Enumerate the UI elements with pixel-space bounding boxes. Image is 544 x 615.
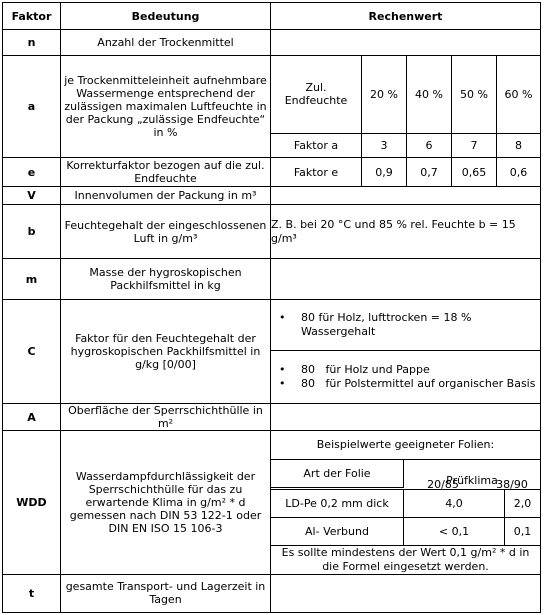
foil-ldpe-2085: 4,0: [404, 489, 505, 517]
foil-ldpe: LD-Pe 0,2 mm dick: [271, 489, 404, 517]
factor-e-3: 0,65: [452, 158, 497, 186]
key-t: t: [3, 574, 61, 612]
climate-labels: [403, 478, 541, 491]
factor-e-2: 0,7: [407, 158, 452, 186]
desc-m: Masse der hygroskopischen Packhilfsmittel in kg: [61, 259, 271, 300]
key-WDD: WDD: [3, 431, 61, 575]
foil-al-verbund: Al- Verbund: [271, 517, 404, 545]
desc-b: Feuchtegehalt der eingeschlossenen Luft in g/m³: [61, 205, 271, 259]
bullet-icon: •: [279, 310, 286, 324]
bullet-item: [273, 311, 538, 339]
row-A: [3, 404, 541, 431]
bullet-text: 80 für Polstermittel auf organischer Basis: [301, 376, 536, 390]
label-zul-endfeuchte: Zul. Endfeuchte: [271, 56, 362, 133]
row-n: [3, 30, 541, 56]
factor-a-2: 6: [407, 133, 452, 157]
table-folien: [271, 431, 540, 574]
desc-n: Anzahl der Trockenmittel: [61, 30, 271, 56]
factor-a-1: 3: [362, 133, 407, 157]
foil-al-3890: 0,1: [505, 517, 541, 545]
row-a: [3, 56, 541, 158]
row-t: [3, 574, 541, 612]
desc-V: Innenvolumen der Packung in m³: [61, 187, 271, 205]
header-faktor: Faktor: [3, 3, 61, 30]
bullet-item: [273, 377, 538, 391]
folien-note: Es sollte mindestens der Wert 0,1 g/m² * d in die Formel eingesetzt werden.: [271, 545, 540, 574]
header-rechenwert: Rechenwert: [271, 3, 541, 30]
percent-60: 60 %: [497, 56, 541, 133]
table-faktor-e: [271, 158, 540, 186]
value-WDD: [271, 431, 541, 575]
factor-table: [2, 2, 541, 613]
header-row: [3, 3, 541, 30]
desc-t: gesamte Transport- und Lagerzeit in Tagen: [61, 574, 271, 612]
key-n: n: [3, 30, 61, 56]
key-V: V: [3, 187, 61, 205]
key-m: m: [3, 259, 61, 300]
label-faktor-a: Faktor a: [271, 133, 362, 157]
percent-50: 50 %: [452, 56, 497, 133]
desc-a: je Trockenmitteleinheit aufnehmbare Wassermenge entsprechend der zulässigen maximalen Luftfeuchte in der Packung „zulässige Endfeuchte“ in %: [61, 56, 271, 158]
row-b: [3, 205, 541, 259]
key-A: A: [3, 404, 61, 431]
factor-e-4: 0,6: [497, 158, 541, 186]
percent-20: 20 %: [362, 56, 407, 133]
foil-ldpe-3890: 2,0: [505, 489, 541, 517]
key-C: C: [3, 300, 61, 404]
desc-e: Korrekturfaktor bezogen auf die zul. Endfeuchte: [61, 158, 271, 187]
header-bedeutung: Bedeutung: [61, 3, 271, 30]
desc-C: Faktor für den Feuchtegehalt der hygroskopischen Packhilfsmittel in g/kg [0/00]: [61, 300, 271, 404]
row-e: [3, 158, 541, 187]
clim-2085: 20/85: [427, 478, 459, 491]
table-endfeuchte: [271, 56, 540, 157]
value-n: [271, 30, 541, 56]
desc-WDD: Wasserdampfdurchlässigkeit der Sperrschichthülle für das zu erwartende Klima in g/m² * d gemessen nach DIN 53 122-1 oder DIN EN ISO 15 106-3: [61, 431, 271, 575]
table-faktor-c: [271, 300, 540, 403]
row-C: [3, 300, 541, 404]
value-e: [271, 158, 541, 187]
value-m: [271, 259, 541, 300]
value-A: [271, 404, 541, 431]
value-V: [271, 187, 541, 205]
value-t: [271, 574, 541, 612]
factor-a-4: 8: [497, 133, 541, 157]
row-WDD: [3, 431, 541, 575]
value-b: Z. B. bei 20 °C und 85 % rel. Feuchte b = 15 g/m³: [271, 205, 541, 259]
factor-a-3: 7: [452, 133, 497, 157]
bullet-list-holz: [273, 311, 538, 339]
factor-e-1: 0,9: [362, 158, 407, 186]
folien-title: Beispielwerte geeigneter Folien:: [271, 431, 540, 459]
bullet-text: 80 für Holz und Pappe: [301, 362, 430, 376]
bullet-icon: •: [279, 376, 286, 390]
label-art-der-folie: Art der Folie: [271, 459, 404, 487]
label-pruefklima: Prüfklima: [404, 459, 541, 487]
key-b: b: [3, 205, 61, 259]
foil-al-2085: < 0,1: [404, 517, 505, 545]
row-V: [3, 187, 541, 205]
value-a: [271, 56, 541, 158]
label-faktor-e: Faktor e: [271, 158, 362, 186]
key-a: a: [3, 56, 61, 158]
key-e: e: [3, 158, 61, 187]
bullet-item: [273, 363, 538, 377]
bullet-list-pappe: [273, 363, 538, 391]
percent-40: 40 %: [407, 56, 452, 133]
value-C: [271, 300, 541, 404]
bullet-icon: •: [279, 362, 286, 376]
bullet-text: 80 für Holz, lufttrocken = 18 % Wassergehalt: [301, 310, 472, 338]
desc-A: Oberfläche der Sperrschichthülle in m²: [61, 404, 271, 431]
row-m: [3, 259, 541, 300]
clim-3890: 38/90: [496, 478, 528, 491]
